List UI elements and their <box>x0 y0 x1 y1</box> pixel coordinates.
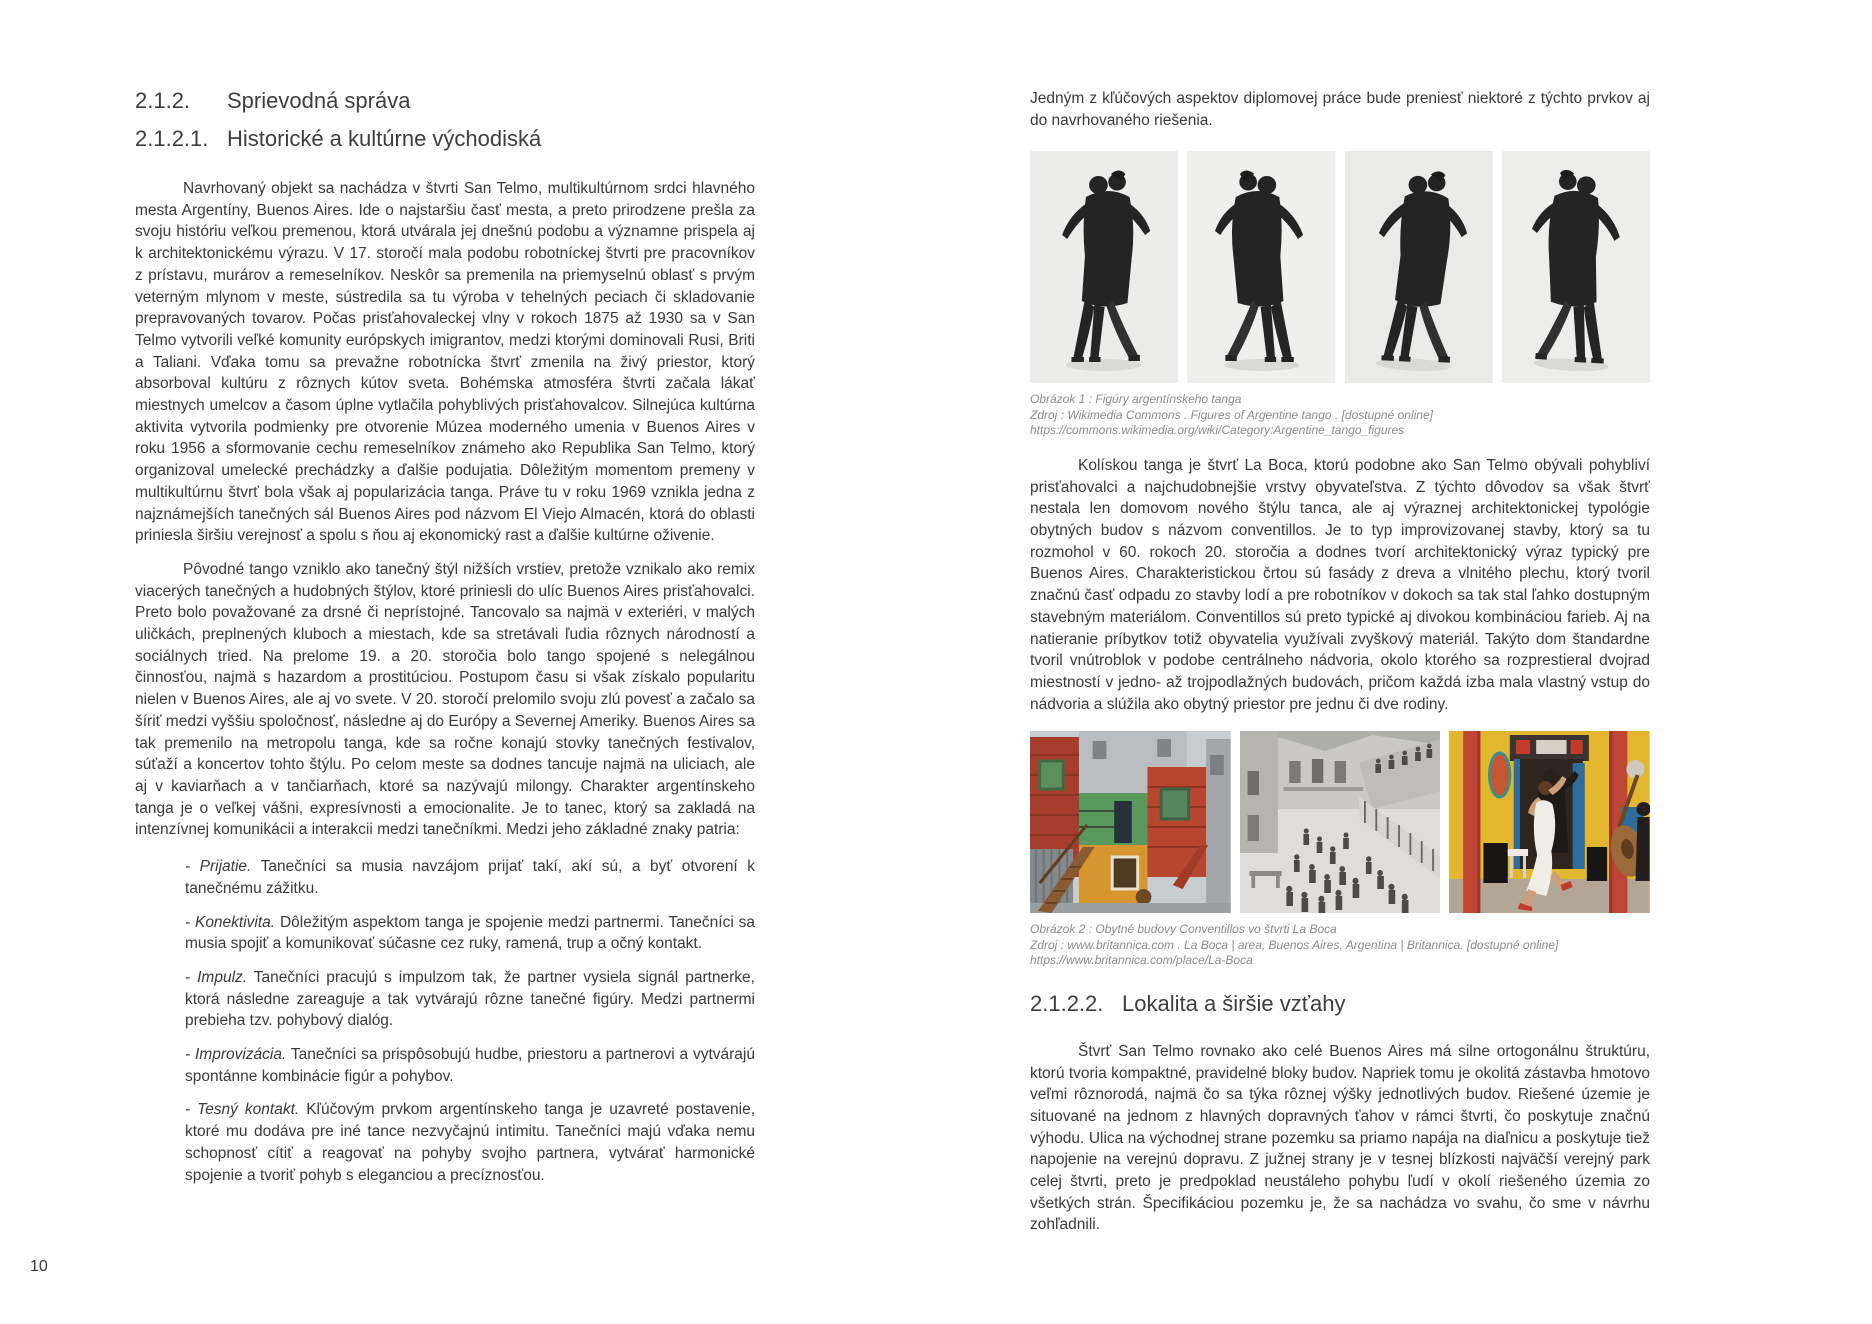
figure-tango-photos <box>1030 151 1650 383</box>
paragraph-san-telmo-history: Navrhovaný objekt sa nachádza v štvrti San Telmo, multikultúrnom srdci hlavného mesta Argentíny, Buenos Aires. Ide o najstaršiu časť mesta, a preto prirodzene prešla za svoju históriu veľkou premenou, ktorá utvárala jej dnešnú podobu a významne prispela aj k architektonickému výrazu. V 17. storočí mala podobu robotníckej štvrti pre pracovníkov z prístavu, murárov a remeselníkov. Neskôr sa premenila na priemyselnú oblasť s prvým veterným mlynom v meste, sústredila sa tu výroba v tehelných peciach či skladovanie prepravovaných tovarov. Počas prisťahovaleckej vlny v rokoch 1875 až 1930 sa v San Telmo vytvorili veľké komunity európskych imigrantov, medzi ktorými dominovali Rusi, Briti a Taliani. Vďaka tomu sa prevažne robotnícka štvrť zmenila na živý priestor, ktorý absorboval kultúru z rôznych kútov sveta. Bohémska atmosféra štvrti začala lákať miestnych umelcov a časom úplne vytlačila pohyblivých prisťahovalcov. Silnejúca kultúrna aktivita vytvorila podmienky pre otvorenie Múzea moderného umenia v Buenos Aires v roku 1956 a sformovanie cechu remeselníkov známeho ako Republika San Telmo, ktorý organizoval umelecké prechádzky a ďalšie podujatia. Dôležitým momentom premeny v multikultúrnu štvrť bola však aj popularizácia tanga. Práve tu v roku 1969 vznikla jedna z najznámejších tanečných sál Buenos Aires pod názvom El Viejo Almacén, ktorá do oblasti priniesla širšiu verejnosť a spolu s ňou aj ekonomický rast a ďalšie kultúrne oživenie. <box>135 180 755 545</box>
list-term: - Konektivita. <box>185 913 276 931</box>
list-item-prijatie <box>185 856 755 899</box>
list-term: - Tesný kontakt. <box>185 1101 300 1119</box>
page-number: 10 <box>30 1258 48 1275</box>
paragraph-intro: Jedným z kľúčových aspektov diplomovej práce bude preniesť niektoré z týchto prvkov aj do navrhovaného riešenia. <box>1030 90 1650 129</box>
section-heading-2-1-2-2 <box>1030 991 1650 1017</box>
list-term: - Prijatie. <box>185 858 252 876</box>
figure-caption-source: Zdroj : www.britannica.com . La Boca | area, Buenos Aires, Argentina | Britannica. [dostupné online] <box>1030 937 1559 952</box>
figure-caption-source: Zdroj : Wikimedia Commons . Figures of Argentine tango . [dostupné online] <box>1030 407 1433 422</box>
section-heading-2-1-2 <box>135 88 755 114</box>
list-item-impulz <box>185 967 755 1032</box>
left-column <box>135 88 755 1197</box>
figure1-caption <box>1030 392 1650 439</box>
tango-photo-1 <box>1030 151 1178 383</box>
list-item-tesny-kontakt <box>185 1099 755 1186</box>
figure-caption-url: https://commons.wikimedia.org/wiki/Category:Argentine_tango_figures <box>1030 423 1405 438</box>
section-title: Lokalita a širšie vzťahy <box>1122 990 1346 1016</box>
conventillo-color-photo <box>1030 731 1231 913</box>
tango-photo-2 <box>1187 151 1335 383</box>
tango-photo-4 <box>1502 151 1650 383</box>
figure-caption-url: https://www.britannica.com/place/La-Boca <box>1030 953 1253 968</box>
section-number: 2.1.2. <box>135 88 191 113</box>
list-text: Dôležitým aspektom tanga je spojenie medzi partnermi. Tanečníci sa musia spojiť a komunikovať súčasne cez ruky, ramená, trup a očný kontakt. <box>185 913 755 953</box>
tango-photo-3 <box>1345 151 1493 383</box>
figure-caption-title: Obrázok 1 : Figúry argentínskeho tanga <box>1030 392 1242 407</box>
list-text: Tanečníci sa musia navzájom prijať takí, akí sú, a byť otvorení k tanečnému zážitku. <box>185 858 755 897</box>
paragraph-la-boca: Kolískou tanga je štvrť La Boca, ktorú podobne ako San Telmo obývali pohybliví prisťahovalci a najchudobnejšie vrstvy obyvateľstva. Z týchto dôvodov sa však štvrť nestala len domovom nového štýlu tanca, ale aj výraznej architektonickej typológie obytných budov s názvom conventillos. Je to typ improvizovanej stavby, ktorý sa tu rozmohol v 60. rokoch 20. storočia a dodnes tvorí architektonický výraz typický pre Buenos Aires. Charakteristickou črtou sú fasády z dreva a vlnitého plechu, ktorý tvoril značnú časť odpadu zo stavby lodí a pre robotníkov v dokoch sa tak stal ľahko dostupným stavebným materiálom. Conventillos sú preto typické aj divokou kombináciou farieb. Aj na natieranie príbytkov totiž obyvatelia využívali zvyškový materiál. Takýto dom štandardne tvoril vnútroblok v podobe centrálneho nádvoria, okolo ktorého sa rozprestieral dvojrad miestností v jedno- až trojpodlažných budovách, pričom každá izba mala vlastný vstup do nádvoria a slúžila ako obytný priestor pre jednu či dve rodiny. <box>1030 456 1650 713</box>
list-term: - Improvizácia. <box>185 1046 287 1064</box>
section-heading-2-1-2-1 <box>135 126 755 152</box>
list-text: Kľúčovým prvkom argentínskeho tanga je uzavreté postavenie, ktoré mu dodáva pre iné tance nezvyčajnú intimitu. Tanečníci majú vďaka nemu schopnosť cítiť a reagovať na pohyby svojho partnera, vytvárať harmonické spojenie a tvoriť pohyb s eleganciou a precíznosťou. <box>185 1101 756 1184</box>
list-term: - Impulz. <box>185 968 248 986</box>
section-title: Historické a kultúrne východiská <box>227 126 542 151</box>
figure2-caption <box>1030 922 1650 969</box>
list-item-konektivita <box>185 912 755 955</box>
conventillo-bw-photo <box>1240 731 1441 913</box>
list-text: Tanečníci pracujú s impulzom tak, že partner vysiela signál partnerke, ktorá následne zareaguje a tak vytvárajú rôzne tanečné figúry. Medzi partnermi prebieha tzv. pohybový dialóg. <box>185 968 755 1030</box>
figure-conventillos-photos <box>1030 731 1650 913</box>
list-item-improvizacia <box>185 1044 755 1087</box>
section-title: Sprievodná správa <box>227 88 411 113</box>
laboca-dancers-photo <box>1449 731 1650 913</box>
section-number: 2.1.2.2. <box>1030 990 1104 1016</box>
section-number: 2.1.2.1. <box>135 126 209 151</box>
right-column <box>1030 88 1650 1236</box>
paragraph-tango-origin: Pôvodné tango vzniklo ako tanečný štýl nižších vrstiev, pretože vznikalo ako remix viacerých tanečných a hudobných štýlov, ktoré priniesli do ulíc Buenos Aires prisťahovalci. Preto bolo považované za drsné či neprístojné. Tancovalo sa najmä v exteriéri, v malých uličkách, preplnených kluboch a miestach, kde sa stretávali ľudia rôznych národností a sociálnych tried. Na prelome 19. a 20. storočia bolo tango spojené s nelegálnou činnosťou, najmä s hazardom a prostitúciou. Postupom času si však získalo popularitu nielen v Buenos Aires, ale aj vo svete. V 20. storočí prelomilo svoju zlú povesť a začalo sa šíriť medzi vyššiu spoločnosť, následne aj do Európy a Severnej Ameriky. Buenos Aires sa tak premenilo na metropolu tanga, kde sa ročne konajú stovky tanečných festivalov, súťaží a koncertov tohto štýlu. Po celom meste sa dodnes tancuje najmä na uliciach, ale aj v kaviarňach a v tančiarňach, ktoré sa nazývajú milongy. Charakter argentínskeho tanga je o veľkej vášni, expresívnosti a emocionalite. Je to tanec, ktorý sa zakladá na intenzívnej komunikácii a interakcii medzi tanečníkmi. Medzi jeho základné znaky patria: <box>135 560 755 839</box>
figure-caption-title: Obrázok 2 : Obytné budovy Conventillos vo štvrti La Boca <box>1030 922 1337 937</box>
list-text: Tanečníci sa prispôsobujú hudbe, priestoru a partnerovi a vytvárajú spontánne kombinácie figúr a pohybov. <box>185 1046 755 1085</box>
paragraph-lokalita: Štvrť San Telmo rovnako ako celé Buenos Aires má silne ortogonálnu štruktúru, ktorú tvoria kompaktné, pravidelné bloky budov. Napriek tomu je okolitá zástavba hmotovo veľmi rôznorodá, najmä čo sa týka rôznej výšky jednotlivých budov. Riešené územie je situované na jednom z hlavných dopravných ťahov v rámci štvrti, čo poskytuje značnú výhodu. Ulica na východnej strane pozemku sa priamo napája na diaľnicu a poskytuje tiež napojenie na verejnú dopravu. Z južnej strany je v tesnej blízkosti najväčší verejný park celej štvrti, preto je predpoklad neustáleho pohybu ľudí v okolí riešeného územia zo všetkých strán. Špecifikáciou pozemku je, že sa nachádza vo svahu, čo sme v návrhu zohľadnili. <box>1030 1042 1650 1234</box>
tango-features-list <box>185 856 755 1186</box>
